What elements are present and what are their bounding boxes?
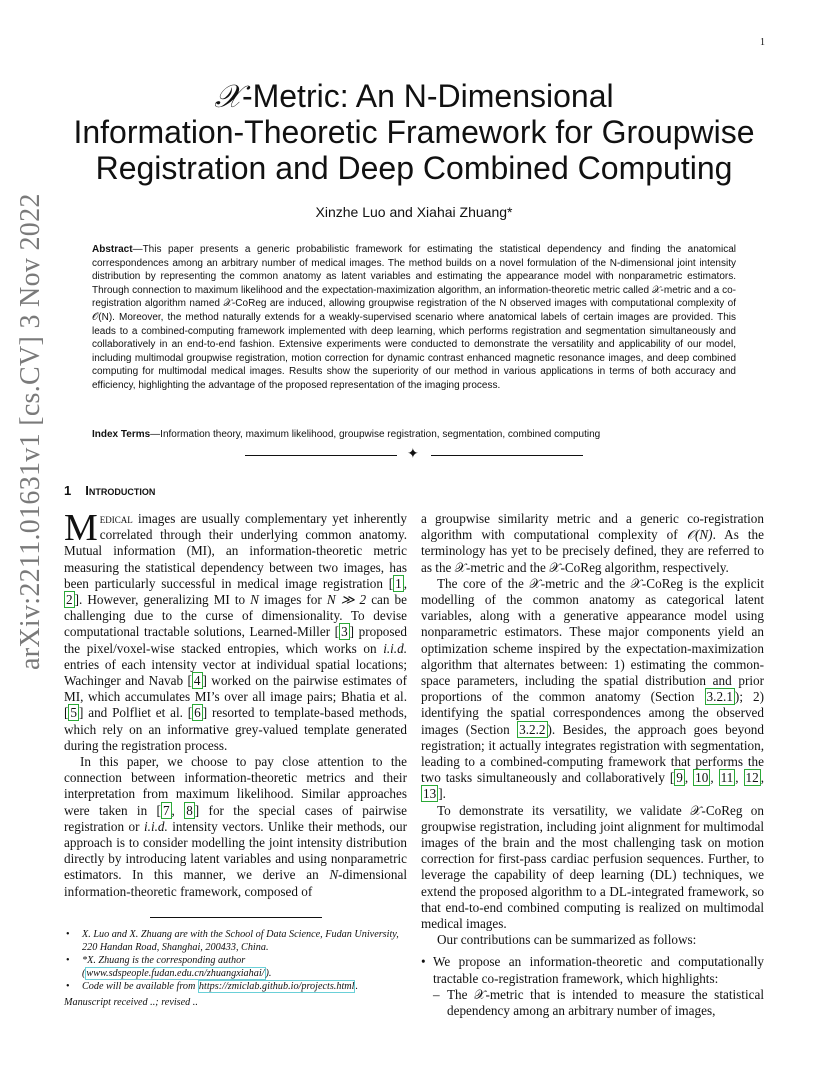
citation-link[interactable]: 12 — [745, 770, 759, 786]
index-terms-text: —Information theory, maximum likelihood, groupwise registration, segmentation, combined computing — [150, 429, 601, 440]
index-terms — [92, 429, 736, 440]
drop-cap: M — [64, 507, 98, 549]
list-item: • We propose an information-theoretic and computationally tractable co-registration framework, which highlights: — [421, 954, 764, 986]
code-url-link[interactable]: https://zmiclab.github.io/projects.html — [198, 981, 355, 993]
abstract-text: —This paper presents a generic probabilistic framework for estimating the statistical dependency and finding the anatomical correspondences among an arbitrary number of medical images. The method builds on a novel formulation of the N-dimensional joint intensity distribution by representing the common anatomy as latent variables and estimating the appearance model with nonparametric estimators. Through connection to maximum likelihood and the expectation-maximization algorithm, an information-theoretic metric called 𝒳-metric and a co-registration algorithm named 𝒳-CoReg are induced, allowing groupwise registration of the N observed images with computational complexity of 𝒪(N). Moreover, the method naturally extends for a weakly-supervised scenario where anatomical labels of certain images are provided. This leads to a combined-computing framework implemented with deep learning, which performs registration and segmentation simultaneously and collaboratively in an end-to-end fashion. Extensive experiments were conducted to demonstrate the versatility and applicability of our model, including multimodal groupwise registration, motion correction for dynamic contrast enhanced magnetic resonance images, and deep combined computing for multimodal medical images. Results show the superiority of our method in various applications in terms of both accuracy and efficiency, highlighting the advantage of the proposed representation of the imaging process. — [92, 244, 736, 391]
section-number: 1 — [64, 483, 72, 498]
footnote-affiliation: • X. Luo and X. Zhuang are with the School of Data Science, Fudan University, 220 Handan Road, Shanghai, 200433, China. — [82, 929, 407, 954]
section-link[interactable]: 3.2.1 — [706, 689, 733, 705]
section-heading — [64, 483, 155, 498]
intro-paragraph-3: a groupwise similarity metric and a generic co-registration algorithm with computational complexity of 𝒪(N). As the terminology has yet to be precisely defined, they are referred to as the 𝒳-metric and the 𝒳-CoReg algorithm, respectively. — [421, 511, 764, 575]
page-number: 1 — [760, 37, 765, 48]
footnote-code: • Code will be available from https://zmiclab.github.io/projects.html. — [82, 981, 407, 994]
intro-paragraph-1: Medical images are usually complementary yet inherently correlated through their underlying common anatomy. Mutual information (MI), an information-theoretic metric measuring the statistical dependency between two images, has been particularly successful in medical image registration [ 1 , 2 ]. However, generalizing MI to N images for N ≫ 2 can be challenging due to the curse of dimensionality. To devise computational tractable solutions, Learned-Miller [ 3 ] proposed the pixel/voxel-wise stacked entropies, which works on i.i.d. entries of each intensity vector at individual spatial locations; Wachinger and Navab [ 4 ] worked on the pairwise estimates of MI, which accumulates MI’s over all image pairs; Bhatia et al. [ 5 ] and Polfliet et al. [ 6 ] resorted to template-based methods, which rely on an informative grey-valued template generated during the registration process. — [64, 507, 408, 753]
intro-paragraph-6: Our contributions can be summarized as follows: — [437, 932, 697, 948]
citation-link[interactable]: 13 — [423, 786, 437, 802]
section-divider — [245, 449, 583, 461]
paper-title — [0, 78, 828, 186]
footnote-corresponding: • *X. Zhuang is the corresponding author (www.sdspeople.fudan.edu.cn/zhuangxiahai/). — [82, 955, 407, 980]
section-title: Introduction — [85, 483, 156, 498]
intro-paragraph-4: The core of the 𝒳-metric and the 𝒳-CoReg is the explicit modelling of the common anatomy as categorical latent variables, along with a generative appearance model using nonparametric estimators. These major components yield an optimization scheme inspired by the expectation-maximization algorithm that alternates between: 1) estimating the common-space parameters, including the spatial distribution and prior proportions of the common anatomy (Section 3.2.1 ); 2) identifying the spatial correspondences among the observed images (Section 3.2.2 ). Besides, the approach goes beyond registration; it actually integrates registration with segmentation, leading to a combined-computing framework that performs the two tasks simultaneously and collaboratively [ 9 , 10 , 11 , 12 , 13 ]. — [421, 575, 764, 802]
footnote-rule — [150, 917, 322, 918]
divider-line-right — [431, 455, 583, 456]
author-url-link[interactable]: www.sdspeople.fudan.edu.cn/zhuangxiahai/ — [86, 967, 265, 979]
index-terms-label: Index Terms — [92, 429, 151, 440]
citation-link[interactable]: 1 — [395, 575, 402, 591]
citation-link[interactable]: 4 — [193, 673, 201, 689]
title-line-3: Registration and Deep Combined Computing — [95, 150, 733, 186]
abstract — [92, 243, 736, 393]
abstract-label: Abstract — [92, 244, 133, 255]
contributions-list — [421, 954, 764, 1019]
arxiv-identifier: arXiv:2211.01631v1 [cs.CV] 3 Nov 2022 — [15, 193, 46, 670]
intro-paragraph-2: In this paper, we choose to pay close attention to the connection between information-theoretic metrics and their interpretation from maximum likelihood. Similar approaches were taken in [ 7 , 8 ] for the special cases of pairwise registration or i.i.d. intensity vectors. Unlike their methods, our approach is to consider modelling the joint intensity distribution directly by introducing latent variables and using nonparametric estimators. In this manner, we derive an N-dimensional information-theoretic framework, composed of — [64, 754, 407, 899]
title-line-1: 𝒳-Metric: An N-Dimensional — [214, 78, 614, 114]
title-symbol: 𝒳 — [214, 78, 242, 114]
citation-link[interactable]: 3 — [341, 624, 348, 640]
intro-paragraph-5: To demonstrate its versatility, we validate 𝒳-CoReg on groupwise registration, including joint alignment for multimodal images of the brain and the most challenging task on motion correction for first-pass cardiac perfusion sequences. Further, to leverage the capability of deep learning (DL) techniques, we extend the proposed algorithm to a DL-integrated framework, so that end-to-end combined computing is realized on multimodal medical images. — [421, 802, 764, 932]
citation-link[interactable]: 11 — [720, 770, 734, 786]
citation-link[interactable]: 10 — [695, 770, 709, 786]
left-column — [64, 507, 408, 900]
divider-line-left — [245, 455, 397, 456]
section-link[interactable]: 3.2.2 — [519, 721, 546, 737]
citation-link[interactable]: 6 — [194, 705, 201, 721]
diamond-icon: ✦ — [407, 447, 419, 462]
citation-link[interactable]: 8 — [186, 802, 193, 818]
citation-link[interactable]: 5 — [70, 705, 77, 721]
authors: Xinzhe Luo and Xiahai Zhuang* — [315, 204, 513, 220]
citation-link[interactable]: 9 — [676, 770, 683, 786]
right-column — [421, 511, 764, 1019]
citation-link[interactable]: 2 — [66, 592, 73, 608]
title-line-2: Information-Theoretic Framework for Groupwise — [73, 114, 755, 150]
footnotes — [64, 929, 407, 1010]
manuscript-note: Manuscript received ..; revised .. — [64, 996, 198, 1008]
citation-link[interactable]: 7 — [162, 802, 170, 818]
list-subitem: – The 𝒳-metric that is intended to measure the statistical dependency among an arbitrary number of images, — [421, 987, 764, 1019]
